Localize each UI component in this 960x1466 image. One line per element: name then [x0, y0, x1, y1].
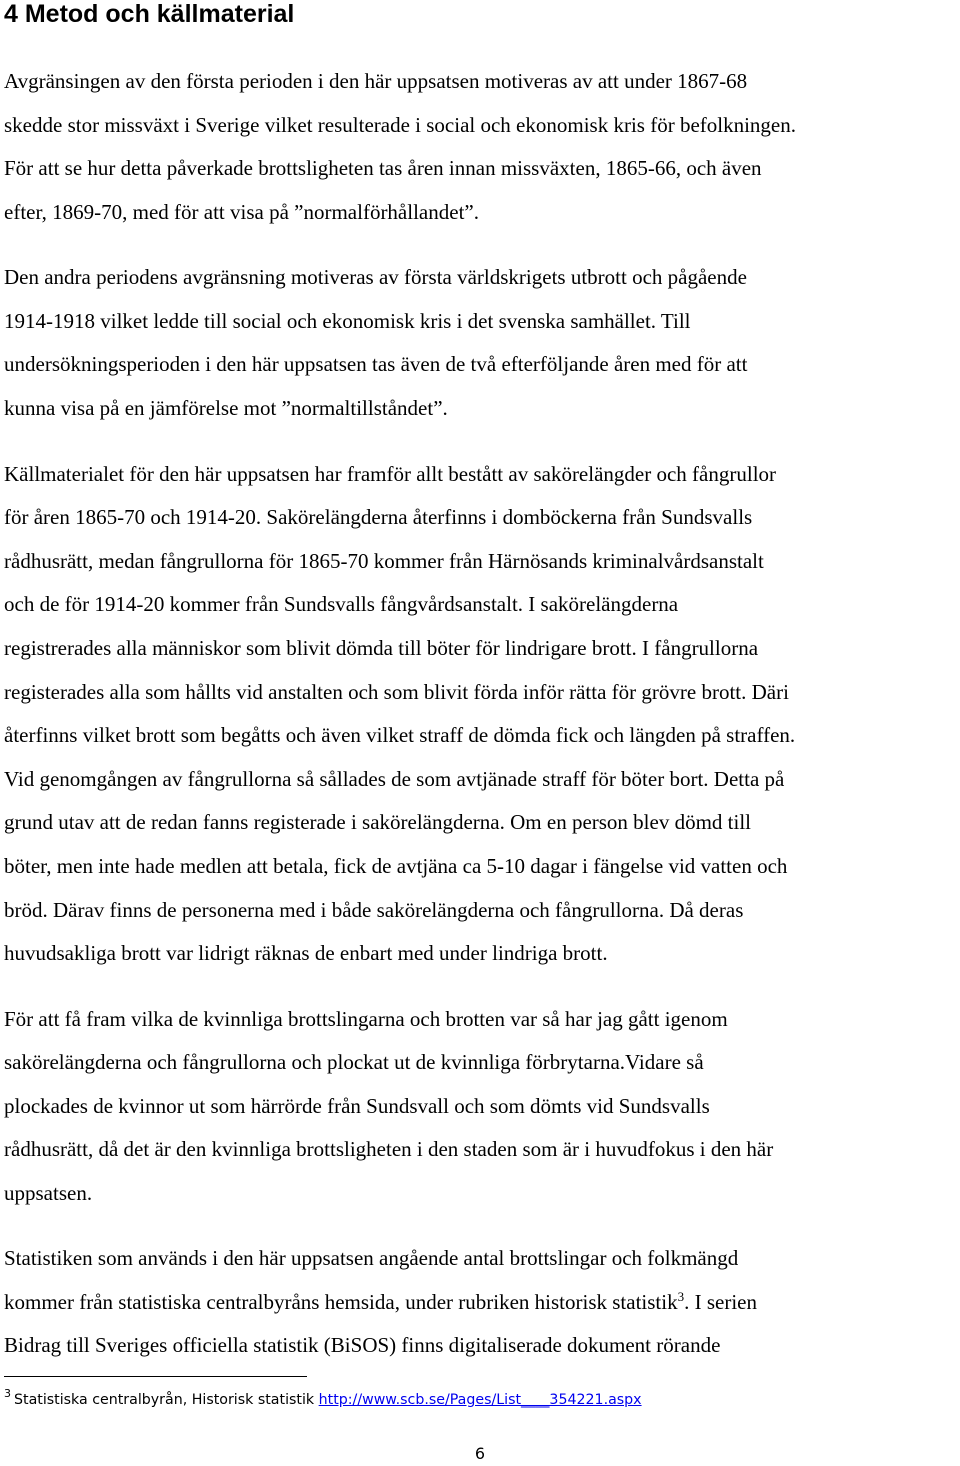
paragraph-line-text: kommer från statistiska centralbyråns hemsida, under rubriken historisk statistik [4, 1290, 678, 1314]
paragraph-line: böter, men inte hade medlen att betala, fick de avtjäna ca 5-10 dagar i fängelse vid vatten och [4, 854, 788, 878]
paragraph-line: och de för 1914-20 kommer från Sundsvalls fångvårdsanstalt. I sakörelängderna [4, 592, 679, 616]
paragraph-line: efter, 1869-70, med för att visa på ”normalförhållandet”. [4, 200, 479, 224]
paragraph-line: skedde stor missväxt i Sverige vilket resulterade i social och ekonomisk kris för befolkningen. [4, 113, 796, 137]
section-heading: 4 Metod och källmaterial [4, 0, 295, 28]
paragraph-line: Vid genomgången av fångrullorna så sållades de som avtjänade straff för böter bort. Detta på [4, 767, 785, 791]
paragraph-line: kunna visa på en jämförelse mot ”normaltillståndet”. [4, 396, 448, 420]
paragraph-line: huvudsakliga brott var lidrigt räknas de enbart med under lindriga brott. [4, 941, 608, 965]
paragraph-line: Den andra periodens avgränsning motiveras av första världskrigets utbrott och pågående [4, 265, 747, 289]
paragraph-line: för åren 1865-70 och 1914-20. Sakörelängderna återfinns i domböckerna från Sundsvalls [4, 505, 753, 529]
paragraph-line: återfinns vilket brott som begåtts och även vilket straff de dömda fick och längden på straffen. [4, 723, 796, 747]
paragraph-line: grund utav att de redan fanns registerade i sakörelängderna. Om en person blev dömd till [4, 810, 752, 834]
page-number: 6 [474, 1444, 486, 1463]
footnote-reference[interactable]: 3 [677, 1289, 685, 1304]
paragraph-line: För att få fram vilka de kvinnliga brottslingarna och brotten var så har jag gått igenom [4, 1007, 728, 1031]
paragraph-line: bröd. Därav finns de personerna med i både sakörelängderna och fångrullorna. Då deras [4, 898, 744, 922]
paragraph-line: undersökningsperioden i den här uppsatsen tas även de två efterföljande åren med för att [4, 352, 748, 376]
paragraph-line [4, 1287, 757, 1317]
paragraph-line: plockades de kvinnor ut som härrörde från Sundsvall och som dömts vid Sundsvalls [4, 1094, 710, 1118]
paragraph-line: rådhusrätt, då det är den kvinnliga brottsligheten i den staden som är i huvudfokus i den här [4, 1137, 774, 1161]
footnote-number: 3 [4, 1387, 11, 1400]
paragraph-line: Bidrag till Sveriges officiella statistik (BiSOS) finns digitaliserade dokument rörande [4, 1333, 721, 1357]
paragraph-line-tail: . I serien [684, 1290, 757, 1314]
paragraph-line: sakörelängderna och fångrullorna och plockat ut de kvinnliga förbrytarna.Vidare så [4, 1050, 704, 1074]
paragraph-line: rådhusrätt, medan fångrullorna för 1865-70 kommer från Härnösands kriminalvårdsanstalt [4, 549, 764, 573]
paragraph-line: För att se hur detta påverkade brottsligheten tas åren innan missväxten, 1865-66, och även [4, 156, 762, 180]
paragraph-line: registerades alla som hållts vid anstalten och som blivit förda inför rätta för grövre brott. Däri [4, 680, 789, 704]
footnote-link[interactable]: http://www.scb.se/Pages/List____354221.aspx [318, 1392, 642, 1408]
paragraph-line: Statistiken som används i den här uppsatsen angående antal brottslingar och folkmängd [4, 1246, 739, 1270]
paragraph-line: Källmaterialet för den här uppsatsen har framför allt bestått av sakörelängder och fångrullor [4, 462, 777, 486]
paragraph-line: 1914-1918 vilket ledde till social och ekonomisk kris i det svenska samhället. Till [4, 309, 691, 333]
paragraph-line: registrerades alla människor som blivit dömda till böter för lindrigare brott. I fångrullorna [4, 636, 759, 660]
paragraph-line: Avgränsingen av den första perioden i den här uppsatsen motiveras av att under 1867-68 [4, 69, 748, 93]
footnote [4, 1388, 642, 1412]
footnote-separator [4, 1376, 307, 1377]
paragraph-line: uppsatsen. [4, 1181, 93, 1205]
footnote-text: Statistiska centralbyrån, Historisk statistik [14, 1392, 319, 1408]
